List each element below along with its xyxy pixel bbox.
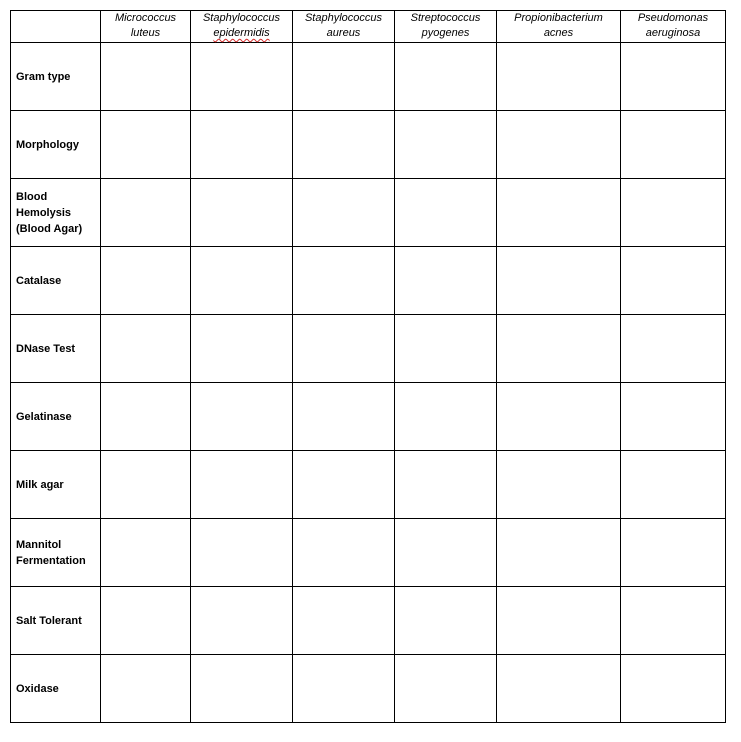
result-cell[interactable]	[395, 451, 497, 519]
row-label-cell	[11, 519, 101, 587]
row-label-cell	[11, 655, 101, 723]
result-cell[interactable]	[101, 111, 191, 179]
header-genus: Streptococcus	[410, 12, 481, 24]
result-cell[interactable]	[497, 519, 621, 587]
result-cell[interactable]	[621, 383, 726, 451]
row-label-cell	[11, 179, 101, 247]
header-species: aureus	[326, 27, 361, 39]
result-cell[interactable]	[497, 247, 621, 315]
result-cell[interactable]	[497, 655, 621, 723]
header-genus: Staphylococcus	[304, 12, 383, 24]
result-cell[interactable]	[191, 111, 293, 179]
result-cell[interactable]	[621, 43, 726, 111]
result-cell[interactable]	[621, 315, 726, 383]
result-cell[interactable]	[293, 247, 395, 315]
table-row	[11, 43, 726, 111]
table-row	[11, 179, 726, 247]
result-cell[interactable]	[293, 179, 395, 247]
result-cell[interactable]	[293, 315, 395, 383]
row-label-cell	[11, 587, 101, 655]
row-label-line: Milk agar	[16, 478, 64, 491]
result-cell[interactable]	[395, 315, 497, 383]
row-label-line: Fermentation	[16, 554, 86, 567]
result-cell[interactable]	[293, 587, 395, 655]
row-label-line: (Blood Agar)	[16, 222, 83, 235]
corner-cell	[11, 11, 101, 43]
result-cell[interactable]	[497, 111, 621, 179]
lab-results-table	[10, 10, 726, 723]
table-row	[11, 451, 726, 519]
result-cell[interactable]	[621, 179, 726, 247]
header-species: aeruginosa	[645, 27, 701, 39]
result-cell[interactable]	[191, 247, 293, 315]
row-label-line: Oxidase	[16, 682, 59, 695]
header-cell-staphylococcus-aureus	[293, 11, 395, 43]
result-cell[interactable]	[395, 655, 497, 723]
header-genus: Micrococcus	[114, 12, 177, 24]
result-cell[interactable]	[191, 43, 293, 111]
header-genus: Staphylococcus	[202, 12, 281, 24]
table-row	[11, 247, 726, 315]
result-cell[interactable]	[293, 43, 395, 111]
result-cell[interactable]	[101, 451, 191, 519]
header-cell-streptococcus-pyogenes	[395, 11, 497, 43]
row-label-line: Blood	[16, 190, 48, 203]
table-row	[11, 383, 726, 451]
result-cell[interactable]	[497, 587, 621, 655]
result-cell[interactable]	[497, 43, 621, 111]
row-label-cell	[11, 43, 101, 111]
row-label-cell	[11, 247, 101, 315]
result-cell[interactable]	[101, 519, 191, 587]
row-label-line: Mannitol	[16, 538, 62, 551]
row-label-cell	[11, 315, 101, 383]
table-row	[11, 587, 726, 655]
row-label-line: Morphology	[16, 138, 79, 151]
result-cell[interactable]	[101, 655, 191, 723]
table-body	[11, 43, 726, 723]
result-cell[interactable]	[621, 587, 726, 655]
row-label-line: Gram type	[16, 70, 71, 83]
result-cell[interactable]	[621, 451, 726, 519]
result-cell[interactable]	[293, 383, 395, 451]
header-species-spellcheck: epidermidis	[213, 27, 270, 39]
row-label-line: DNase Test	[16, 342, 76, 355]
header-cell-micrococcus-luteus	[101, 11, 191, 43]
table-row	[11, 111, 726, 179]
result-cell[interactable]	[621, 111, 726, 179]
header-cell-staphylococcus-epidermidis	[191, 11, 293, 43]
header-row	[11, 11, 726, 43]
result-cell[interactable]	[395, 43, 497, 111]
result-cell[interactable]	[293, 451, 395, 519]
result-cell[interactable]	[191, 315, 293, 383]
result-cell[interactable]	[497, 451, 621, 519]
result-cell[interactable]	[395, 519, 497, 587]
result-cell[interactable]	[101, 43, 191, 111]
result-cell[interactable]	[293, 655, 395, 723]
row-label-cell	[11, 111, 101, 179]
row-label-cell	[11, 451, 101, 519]
result-cell[interactable]	[191, 587, 293, 655]
result-cell[interactable]	[101, 587, 191, 655]
result-cell[interactable]	[395, 383, 497, 451]
table-row	[11, 655, 726, 723]
result-cell[interactable]	[621, 655, 726, 723]
header-species: pyogenes	[421, 27, 470, 39]
result-cell[interactable]	[497, 383, 621, 451]
result-cell[interactable]	[101, 247, 191, 315]
result-cell[interactable]	[101, 315, 191, 383]
header-genus: Pseudomonas	[637, 12, 709, 24]
row-label-cell	[11, 383, 101, 451]
result-cell[interactable]	[621, 519, 726, 587]
row-label-line: Catalase	[16, 274, 62, 287]
result-cell[interactable]	[395, 179, 497, 247]
table-row	[11, 315, 726, 383]
header-species: acnes	[543, 27, 574, 39]
header-cell-pseudomonas-aeruginosa	[621, 11, 726, 43]
result-cell[interactable]	[293, 519, 395, 587]
result-cell[interactable]	[191, 383, 293, 451]
result-cell[interactable]	[497, 315, 621, 383]
result-cell[interactable]	[395, 247, 497, 315]
header-genus: Propionibacterium	[514, 12, 603, 24]
header-species: luteus	[130, 27, 161, 39]
result-cell[interactable]	[191, 179, 293, 247]
result-cell[interactable]	[497, 179, 621, 247]
result-cell[interactable]	[395, 587, 497, 655]
result-cell[interactable]	[191, 655, 293, 723]
row-label-line: Salt Tolerant	[16, 614, 82, 627]
table-row	[11, 519, 726, 587]
row-label-line: Hemolysis	[16, 206, 72, 219]
result-cell[interactable]	[101, 383, 191, 451]
result-cell[interactable]	[293, 111, 395, 179]
result-cell[interactable]	[191, 519, 293, 587]
result-cell[interactable]	[101, 179, 191, 247]
header-cell-propionibacterium-acnes	[497, 11, 621, 43]
result-cell[interactable]	[621, 247, 726, 315]
row-label-line: Gelatinase	[16, 410, 72, 423]
result-cell[interactable]	[395, 111, 497, 179]
result-cell[interactable]	[191, 451, 293, 519]
